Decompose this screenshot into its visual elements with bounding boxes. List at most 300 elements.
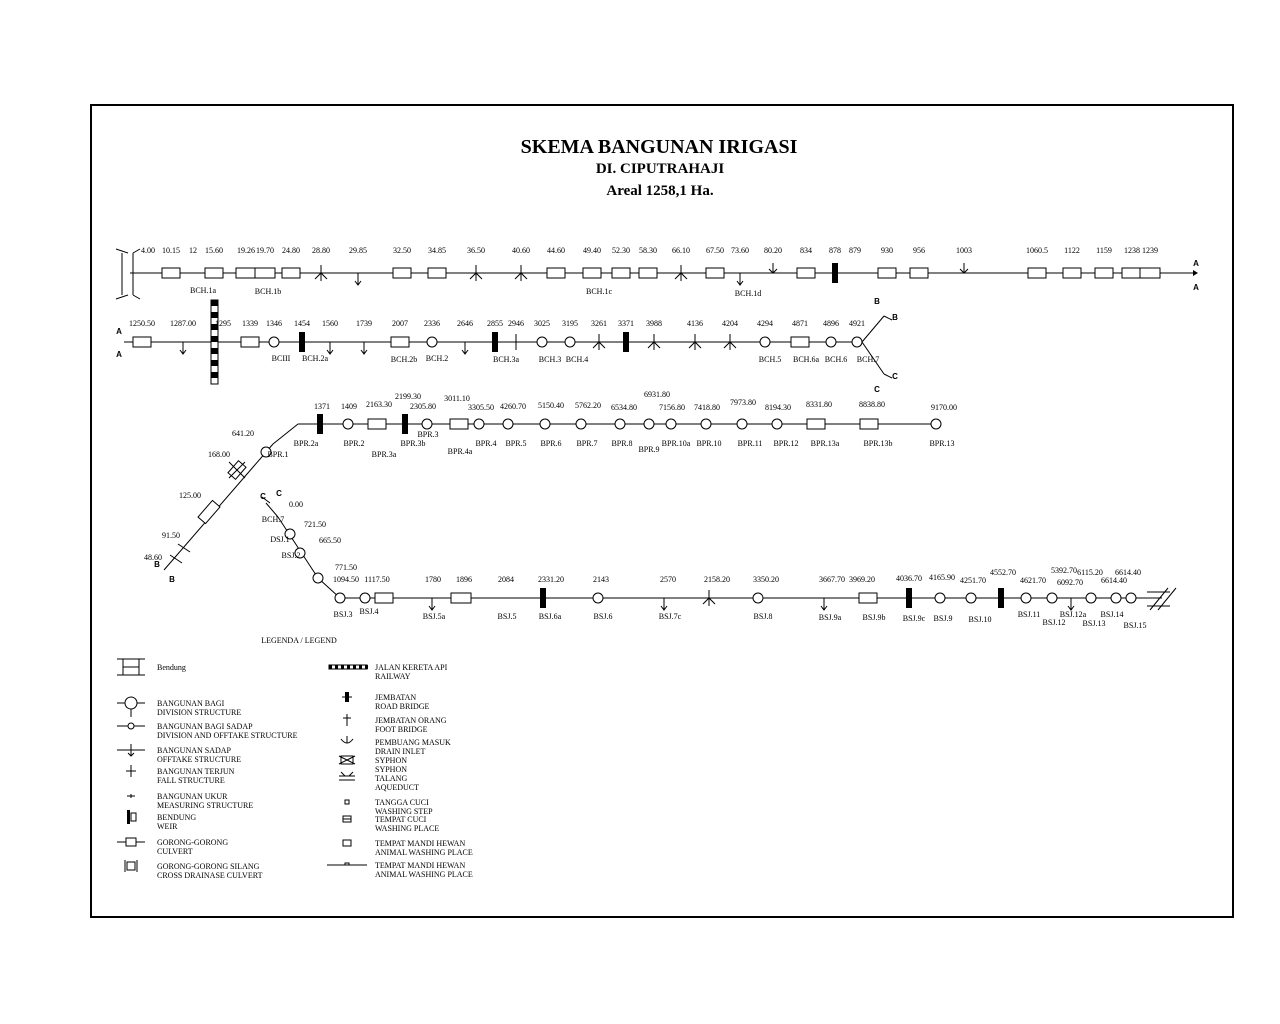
station-value-bpr: 6931.80 [644, 390, 670, 399]
structure-label-bpr: BPR.1 [267, 450, 289, 459]
road-bridge-icon [317, 414, 323, 434]
structure-label-bsj: BSJ.11 [1017, 610, 1041, 619]
structure-label-bpr: BPR.5 [505, 439, 527, 448]
station-value-bsj-diagonal: 0.00 [289, 500, 303, 509]
division-structure-icon [1021, 593, 1031, 603]
culvert-icon [878, 268, 896, 278]
culvert-icon [807, 419, 825, 429]
legend-label-en: CROSS DRAINASE CULVERT [157, 871, 263, 880]
station-value-bsj: 2143 [593, 575, 609, 584]
endpoint-label-a: A [1193, 259, 1199, 268]
drawing-frame [91, 105, 1233, 917]
station-value-bpr: 1409 [341, 402, 357, 411]
road-bridge-icon [402, 414, 408, 434]
station-value-bch-lower: 2855 [487, 319, 503, 328]
culvert-icon [910, 268, 928, 278]
railway-segment [211, 312, 218, 318]
station-value-bch-lower: 4896 [823, 319, 839, 328]
division-structure-icon [313, 573, 323, 583]
endpoint-label-a: A [1193, 283, 1199, 292]
legend-label-id: TEMPAT MANDI HEWAN [375, 861, 466, 870]
legend-label-en: AQUEDUCT [375, 783, 419, 792]
culvert-icon [428, 268, 446, 278]
station-value-bch-upper: 58.30 [639, 246, 657, 255]
canal-bch-lower [116, 297, 898, 394]
legend-label-id: TEMPAT MANDI HEWAN [375, 839, 466, 848]
division-structure-icon [269, 337, 279, 347]
legend-label-id: JEMBATAN [375, 693, 417, 702]
structure-label-bsj: BSJ.10 [968, 615, 992, 624]
weir-icon [131, 813, 136, 821]
railway-icon [329, 665, 332, 669]
structure-label-bsj: BSJ.9b [862, 613, 886, 622]
station-value-bpr: 5150.40 [538, 401, 564, 410]
canal-bpr [144, 390, 957, 584]
station-value-bpr-diagonal: 48.60 [144, 553, 162, 562]
cross-drainage-culvert-icon [1158, 588, 1176, 610]
division-structure-icon [1126, 593, 1136, 603]
station-value-bch-upper: 1239 [1142, 246, 1158, 255]
division-structure-icon [474, 419, 484, 429]
legend-item [343, 815, 439, 833]
station-value-bpr-diagonal: 91.50 [162, 531, 180, 540]
division-structure-icon [826, 337, 836, 347]
legend-item [117, 838, 228, 856]
structure-label-bsj: BSJ.12a [1059, 610, 1087, 619]
station-value-bch-lower: 2007 [392, 319, 408, 328]
legend-label-id: Bendung [157, 663, 186, 672]
structure-label-bch-lower: BCH.7 [856, 355, 880, 364]
structure-label-bpr: BPR.8 [611, 439, 633, 448]
legend-label-en: OFFTAKE STRUCTURE [157, 755, 242, 764]
division-structure-icon [772, 419, 782, 429]
structure-label-bch-lower: BCH.2a [302, 354, 328, 363]
division-structure-icon [966, 593, 976, 603]
station-value-bch-lower: 3025 [534, 319, 550, 328]
legend-label-en: DIVISION STRUCTURE [157, 708, 242, 717]
structure-label-bsj-diagonal: DSJ.1 [270, 535, 290, 544]
station-value-bsj: 1117.50 [364, 575, 390, 584]
division-structure-icon [593, 593, 603, 603]
structure-label-bpr: BPR.2a [293, 439, 319, 448]
station-value-bch-upper: 52.30 [612, 246, 630, 255]
railway-icon [353, 665, 356, 669]
station-value-bch-upper: 66.10 [672, 246, 690, 255]
structure-label-bch-lower: BCH.6a [793, 355, 819, 364]
canal-end-arrow [1193, 270, 1198, 276]
station-value-bpr: 6534.80 [611, 403, 637, 412]
division-structure-icon [666, 419, 676, 429]
culvert-icon [393, 268, 411, 278]
legend-label-id: BANGUNAN SADAP [157, 746, 232, 755]
railway-segment [211, 300, 218, 306]
washing-place-icon [1140, 268, 1160, 278]
station-value-bch-lower: 1346 [266, 319, 282, 328]
structure-label-bsj: BSJ.9a [818, 613, 842, 622]
culvert-icon [241, 337, 259, 347]
division-structure-icon [644, 419, 654, 429]
legend-item [127, 810, 196, 831]
legend-label-en: FOOT BRIDGE [375, 725, 428, 734]
endpoint-label-b: B [892, 313, 898, 322]
endpoint-label-a: A [116, 327, 122, 336]
station-value-bpr: 2305.80 [410, 402, 436, 411]
legend-item [117, 744, 241, 764]
structure-label-bsj-diagonal: BSJ.2 [281, 551, 301, 560]
station-value-bch-upper: 1238 [1124, 246, 1140, 255]
structure-label-bch-lower: BCH.4 [565, 355, 589, 364]
division-structure-icon [565, 337, 575, 347]
road-bridge-icon [623, 332, 629, 352]
station-value-bch-upper: 24.80 [282, 246, 300, 255]
station-value-bsj: 6614.40 [1115, 568, 1141, 577]
station-value-bch-lower: 1250.50 [129, 319, 155, 328]
station-value-bpr: 8194.30 [765, 403, 791, 412]
station-value-bsj-diagonal: 771.50 [335, 563, 357, 572]
division-structure-icon [540, 419, 550, 429]
legend-label-en: SYPHON [375, 765, 408, 774]
station-value-bch-upper: 956 [913, 246, 925, 255]
foot-bridge-icon [178, 544, 190, 552]
cross-drainage-culvert-icon [127, 862, 135, 870]
culvert-icon [205, 268, 223, 278]
division-structure-icon [852, 337, 862, 347]
legend-label-en: WASHING STEP [375, 807, 433, 816]
station-value-bsj-diagonal: 665.50 [319, 536, 341, 545]
structure-label-bsj: BSJ.5 [497, 612, 517, 621]
station-value-bch-lower: 4204 [722, 319, 738, 328]
division-structure-icon [615, 419, 625, 429]
legend-item [339, 772, 419, 792]
station-value-bsj: 3350.20 [753, 575, 779, 584]
structure-label-bpr: BPR.2 [343, 439, 365, 448]
diagram-subtitle: DI. CIPUTRAHAJI [595, 161, 725, 177]
washing-place-icon [451, 593, 471, 603]
branch-c-end [884, 374, 892, 378]
railway-icon [335, 665, 338, 669]
culvert-icon [133, 337, 151, 347]
washing-step-icon [345, 800, 349, 804]
culvert-icon [368, 419, 386, 429]
legend-label-id: GORONG-GORONG [157, 838, 229, 847]
station-value-bpr: 5762.20 [575, 401, 601, 410]
division-structure-icon [737, 419, 747, 429]
legend-label-id: SYPHON [375, 756, 408, 765]
legend-title: LEGENDA / LEGEND [261, 636, 337, 645]
station-value-bsj: 4251.70 [960, 576, 986, 585]
endpoint-label-c: C [892, 372, 898, 381]
culvert-icon [706, 268, 724, 278]
animal-washing-place-icon [343, 840, 351, 846]
road-bridge-icon [540, 588, 546, 608]
structure-label-bsj: BSJ.4 [359, 607, 379, 616]
station-value-bch-upper: 36.50 [467, 246, 485, 255]
station-value-bch-upper: 80.20 [764, 246, 782, 255]
station-value-bch-upper: 19.26 [237, 246, 255, 255]
station-value-bpr: 1371 [314, 402, 330, 411]
structure-label-bpr: BPR.13a [810, 439, 840, 448]
station-value-bch-upper: 879 [849, 246, 861, 255]
station-value-bch-lower: 4294 [757, 319, 773, 328]
structure-label-bch-upper: BCH.1b [254, 287, 282, 296]
station-value-bch-lower: 3261 [591, 319, 607, 328]
division-structure-icon [760, 337, 770, 347]
structure-label-bpr: BPR.11 [737, 439, 763, 448]
legend-label-en: WASHING PLACE [375, 824, 440, 833]
structure-label-bch-lower: BCIII [271, 354, 291, 363]
legend-label-en: ANIMAL WASHING PLACE [375, 848, 473, 857]
station-value-bpr: 8331.80 [806, 400, 832, 409]
culvert-icon [162, 268, 180, 278]
station-value-bsj: 5392.70 [1051, 566, 1077, 575]
legend-item [342, 692, 430, 711]
culvert-icon [282, 268, 300, 278]
structure-label-bch-upper: BCH.1a [190, 286, 216, 295]
station-value-bpr: 4260.70 [500, 402, 526, 411]
legend-item [126, 765, 235, 785]
division-offtake-icon [128, 723, 134, 729]
structure-label-bsj: BSJ.6 [593, 612, 613, 621]
endpoint-label-b: B [154, 560, 160, 569]
station-value-bch-upper: 19.70 [256, 246, 274, 255]
division-structure-icon [503, 419, 513, 429]
structure-label-bpr: BPR.7 [576, 439, 598, 448]
station-value-bsj: 2570 [660, 575, 676, 584]
endpoint-label-a: A [116, 350, 122, 359]
station-value-bsj: 3667.70 [819, 575, 845, 584]
culvert-icon [450, 419, 468, 429]
railway-icon [359, 665, 362, 669]
headwork-wing [133, 295, 140, 299]
legend-item [327, 861, 473, 879]
railway-icon [347, 665, 350, 669]
station-value-bpr: 7418.80 [694, 403, 720, 412]
station-value-bpr: 3011.10 [444, 394, 470, 403]
legend-label-id: BENDUNG [157, 813, 197, 822]
station-value-bch-lower: 3371 [618, 319, 634, 328]
structure-label-bsj: BSJ.9 [933, 614, 953, 623]
station-value-bpr: 3305.50 [468, 403, 494, 412]
station-value-bch-upper: 15.60 [205, 246, 223, 255]
culvert-icon [391, 337, 409, 347]
legend-item [329, 663, 448, 681]
division-structure-icon [537, 337, 547, 347]
legend-label-id: GORONG-GORONG SILANG [157, 862, 260, 871]
endpoint-label-b: B [874, 297, 880, 306]
station-value-bch-upper: 49.40 [583, 246, 601, 255]
legend [117, 636, 473, 880]
station-value-bch-upper: 44.60 [547, 246, 565, 255]
division-structure-icon [753, 593, 763, 603]
legend-label-en: WEIR [157, 822, 178, 831]
legend-item [117, 659, 186, 675]
division-structure-icon [935, 593, 945, 603]
structure-label-bch-lower: BCH.2 [425, 354, 449, 363]
legend-label-en: DIVISION AND OFFTAKE STRUCTURE [157, 731, 298, 740]
structure-label-bsj: BSJ.5a [422, 612, 446, 621]
branch-b-end [884, 316, 892, 320]
station-value-bsj: 4621.70 [1020, 576, 1046, 585]
station-value-bch-lower: 4871 [792, 319, 808, 328]
station-value-bch-upper: 67.50 [706, 246, 724, 255]
road-bridge-icon [492, 332, 498, 352]
road-bridge-icon [998, 588, 1004, 608]
headwork-wing [116, 295, 128, 299]
station-value-bsj: 3969.20 [849, 575, 875, 584]
station-value-bch-lower: 3988 [646, 319, 662, 328]
structure-label-bpr: BPR.9 [638, 445, 660, 454]
station-value-bch-upper: 1122 [1064, 246, 1080, 255]
aqueduct-icon [341, 772, 345, 776]
station-value-bch-upper: 1003 [956, 246, 972, 255]
legend-label-id: BANGUNAN TERJUN [157, 767, 235, 776]
station-value-bsj: 2084 [498, 575, 514, 584]
legend-label-id: BANGUNAN UKUR [157, 792, 228, 801]
structure-label-bch-lower: BCH.3 [538, 355, 562, 364]
division-structure-icon [1111, 593, 1121, 603]
legend-label-en: DRAIN INLET [375, 747, 426, 756]
station-value-bch-upper: 834 [800, 246, 812, 255]
legend-label-id: BANGUNAN BAGI SADAP [157, 722, 253, 731]
culvert-icon [1063, 268, 1081, 278]
road-bridge-icon [906, 588, 912, 608]
division-structure-icon [701, 419, 711, 429]
legend-item [341, 736, 451, 756]
canal-network [116, 246, 1199, 630]
structure-label-bsj: BSJ.3 [333, 610, 353, 619]
structure-label-bch-lower: BCH.6 [824, 355, 848, 364]
headwork-wing [133, 249, 140, 253]
division-structure-icon [335, 593, 345, 603]
endpoint-label-c: C [874, 385, 880, 394]
structure-label-bsj: BSJ.9c [902, 614, 926, 623]
culvert-icon [612, 268, 630, 278]
culvert-icon [547, 268, 565, 278]
structure-label-bch-upper: BCH.1c [586, 287, 612, 296]
railway-icon [341, 665, 344, 669]
railway-segment [211, 360, 218, 366]
legend-label-id: PEMBUANG MASUK [375, 738, 451, 747]
culvert-icon [375, 593, 393, 603]
legend-item [117, 697, 241, 717]
structure-label-bsj: BSJ.12 [1042, 618, 1066, 627]
legend-label-en: FALL STRUCTURE [157, 776, 225, 785]
station-value-bsj: 1780 [425, 575, 441, 584]
structure-label-bch-lower: BCH.5 [758, 355, 782, 364]
structure-label-bch-lower: BCH.3a [493, 355, 519, 364]
division-structure-icon [422, 419, 432, 429]
culvert-icon [126, 838, 136, 846]
station-value-bsj: 4552.70 [990, 568, 1016, 577]
structure-label-bpr: BPR.3b [400, 439, 426, 448]
station-value-bpr: 2199.30 [395, 392, 421, 401]
culvert-icon [1095, 268, 1113, 278]
structure-label-bsj: BSJ.7c [658, 612, 682, 621]
aqueduct-icon [349, 772, 353, 776]
endpoint-label-b: B [169, 575, 175, 584]
structure-label-bpr: BPR.13b [863, 439, 893, 448]
station-value-bch-upper: 12 [189, 246, 197, 255]
legend-label-id: TANGGA CUCI [375, 798, 429, 807]
railway-segment [211, 372, 218, 378]
washing-place-icon [255, 268, 275, 278]
legend-item [117, 722, 298, 740]
washing-place-icon [236, 268, 256, 278]
structure-label-bch-lower: BCH.2b [390, 355, 418, 364]
station-value-bch-lower: 2646 [457, 319, 473, 328]
legend-item [339, 756, 407, 774]
station-value-bch-lower: 1739 [356, 319, 372, 328]
culvert-icon [583, 268, 601, 278]
headwork-wing [116, 249, 128, 253]
road-bridge-icon [832, 263, 838, 283]
station-value-bch-lower: 1339 [242, 319, 258, 328]
station-value-bch-upper: 1060.5 [1026, 246, 1048, 255]
division-structure-icon [576, 419, 586, 429]
structure-label-bpr: BPR.13 [929, 439, 955, 448]
structure-label-bsj-diagonal: BCH.7 [261, 515, 285, 524]
station-value-bpr-diagonal: 168.00 [208, 450, 230, 459]
legend-label-en: ANIMAL WASHING PLACE [375, 870, 473, 879]
legend-label-id: TEMPAT CUCI [375, 815, 427, 824]
station-value-bch-upper: 878 [829, 246, 841, 255]
structure-label-bsj: BSJ.14 [1100, 610, 1124, 619]
culvert-icon [198, 500, 220, 523]
station-value-bch-lower: 1295 [215, 319, 231, 328]
structure-label-bpr: BPR.4 [475, 439, 497, 448]
station-value-bch-upper: 1159 [1096, 246, 1112, 255]
structure-label-bsj: BSJ.13 [1082, 619, 1106, 628]
culvert-icon [639, 268, 657, 278]
branch-to-b [862, 316, 884, 342]
railway-icon [365, 665, 368, 669]
culvert-icon [797, 268, 815, 278]
legend-label-id: JALAN KERETA API [375, 663, 448, 672]
division-structure-icon [1086, 593, 1096, 603]
station-value-bpr-diagonal: 125.00 [179, 491, 201, 500]
division-structure-icon [125, 697, 137, 709]
station-value-bsj: 6115.20 [1077, 568, 1103, 577]
structure-label-bpr: BPR.12 [773, 439, 799, 448]
station-value-bch-upper: 4.00 [141, 246, 155, 255]
station-value-bsj: 4036.70 [896, 574, 922, 583]
station-value-bsj: 6092.70 [1057, 578, 1083, 587]
station-value-bch-upper: 40.60 [512, 246, 530, 255]
structure-label-bpr: BPR.10a [661, 439, 691, 448]
station-value-bsj-diagonal: 721.50 [304, 520, 326, 529]
structure-label-bsj: BSJ.6a [538, 612, 562, 621]
division-structure-icon [360, 593, 370, 603]
station-value-bch-lower: 2946 [508, 319, 524, 328]
station-value-bpr: 9170.00 [931, 403, 957, 412]
legend-label-en: RAILWAY [375, 672, 411, 681]
structure-label-bpr: BPR.4a [447, 447, 473, 456]
structure-label-bpr: BPR.3 [417, 430, 439, 439]
station-value-bch-upper: 10.15 [162, 246, 180, 255]
cross-drainage-culvert-icon [1150, 588, 1168, 610]
station-value-bch-lower: 1454 [294, 319, 310, 328]
legend-label-id: BANGUNAN BAGI [157, 699, 225, 708]
station-value-bsj: 2331.20 [538, 575, 564, 584]
station-value-bch-lower: 1560 [322, 319, 338, 328]
legend-item [343, 714, 447, 734]
station-value-bpr: 2163.30 [366, 400, 392, 409]
station-value-bsj: 1094.50 [333, 575, 359, 584]
station-value-bpr: 8838.80 [859, 400, 885, 409]
structure-label-bsj: BSJ.8 [753, 612, 773, 621]
division-structure-icon [1047, 593, 1057, 603]
station-value-bch-upper: 32.50 [393, 246, 411, 255]
